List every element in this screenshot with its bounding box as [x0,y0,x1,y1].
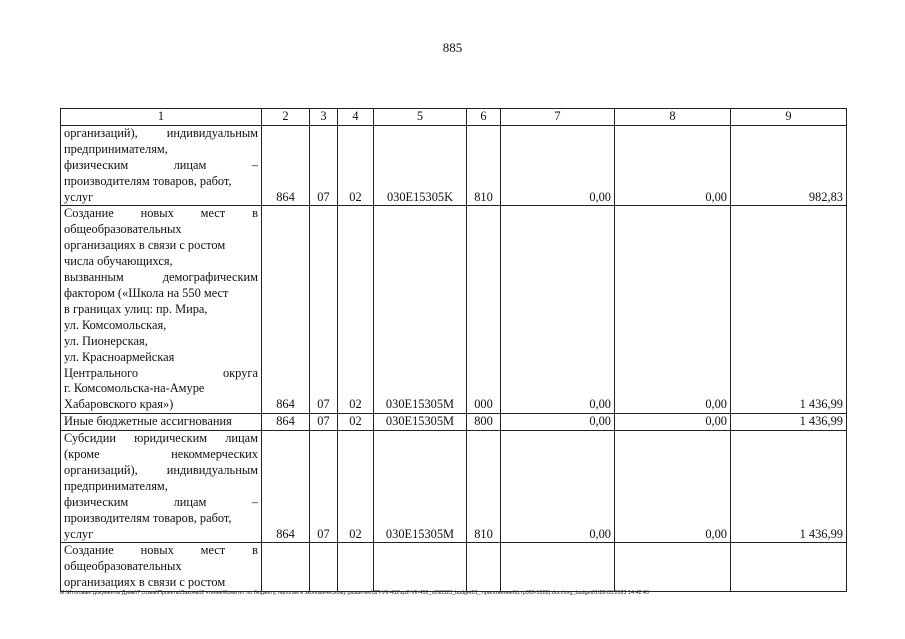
table-row [61,543,847,592]
description-line: услуг [64,526,94,541]
target-article-cell [374,543,467,592]
page-number: 885 [442,40,463,55]
word: Создание [64,543,114,558]
table-row [61,431,847,543]
word: лицам [173,157,207,172]
amount-cell: 1 436,99 [731,206,847,414]
admin-code-cell: 864 [262,125,310,206]
description-line: предпринимателям, [64,478,168,493]
header-cell: 3 [310,109,338,126]
description-line [64,463,258,479]
row-description [61,414,262,431]
row-description [61,431,262,543]
table-row [61,414,847,431]
budget-table [60,108,847,592]
description-line [64,158,258,174]
description-line [64,431,258,447]
amount-cell [615,543,731,592]
table-row [61,125,847,206]
description-line: общеобразовательных [64,559,182,574]
subsection-cell: 02 [338,431,374,543]
word: Субсидии [64,431,116,446]
description-line: общеобразовательных [64,222,182,237]
admin-code-cell: 864 [262,431,310,543]
expense-type-cell: 800 [467,414,501,431]
description-line [64,126,258,142]
amount-cell: 982,83 [731,125,847,206]
subsection-cell: 02 [338,125,374,206]
amount-cell: 0,00 [615,414,731,431]
word: округа [222,365,258,380]
amount-cell [731,543,847,592]
header-cell: 1 [61,109,262,126]
target-article-cell: 030E15305K [374,125,467,206]
subsection-cell [338,543,374,592]
subsection-cell: 02 [338,414,374,431]
word: – [251,157,258,172]
section-cell: 07 [310,206,338,414]
amount-cell: 0,00 [615,125,731,206]
target-article-cell: 030E15305M [374,206,467,414]
header-cell: 2 [262,109,310,126]
word: новых [140,543,174,558]
description-line [64,270,258,286]
description-line: г. Комсомольска-на-Амуре [64,381,205,396]
expense-type-cell: 810 [467,431,501,543]
word: индивидуальным [166,125,258,140]
target-article-cell: 030E15305M [374,414,467,431]
row-description [61,543,262,592]
word: – [251,494,258,509]
word: лицам [225,431,258,446]
header-cell: 4 [338,109,374,126]
description-line: ул. Комсомольская, [64,317,167,332]
amount-cell: 1 436,99 [731,414,847,431]
description-line: предпринимателям, [64,141,168,156]
target-article-cell: 030E15305M [374,431,467,543]
description-line: организациях в связи с ростом [64,238,226,253]
word: индивидуальным [166,462,258,477]
admin-code-cell: 864 [262,414,310,431]
description-line: производителям товаров, работ, [64,173,232,188]
description-line: ул. Пионерская, [64,333,148,348]
footer-file-path: M:\Итоговые документы Думы\7 созыв\Проекты\Законы\2 чтение\Комитет по бюджету, налогам и экономическому развитию\ЗП-VII-452\zp2-VII-452_v290323_budget01_ приложение6(стр395-1028).docx\org_budget01\28.03.2023 14:42:43 [60,590,649,596]
word: в [252,543,258,558]
description-line: числа обучающихся, [64,254,173,269]
word: организаций), [64,125,138,140]
word: юридическим [134,431,208,446]
amount-cell: 1 436,99 [731,431,847,543]
description-line: организациях в связи с ростом [64,575,226,590]
admin-code-cell [262,543,310,592]
word: некоммерческих [171,447,258,462]
word: (кроме [64,447,100,462]
word: в [252,206,258,221]
description-line: услуг [64,189,94,204]
row-description [61,206,262,414]
expense-type-cell: 810 [467,125,501,206]
word: демографическим [162,270,258,285]
amount-cell: 0,00 [615,431,731,543]
amount-cell: 0,00 [501,125,615,206]
description-line: Хабаровского края») [64,397,174,412]
description-line: фактором («Школа на 550 мест [64,285,229,300]
section-cell: 07 [310,431,338,543]
amount-cell: 0,00 [615,206,731,414]
table-header-row [61,109,847,126]
header-cell: 8 [615,109,731,126]
description-line [64,543,258,559]
word: физическим [64,157,129,172]
table-row [61,206,847,414]
header-cell: 9 [731,109,847,126]
expense-type-cell [467,543,501,592]
subsection-cell: 02 [338,206,374,414]
amount-cell [501,543,615,592]
word: Создание [64,206,114,221]
word: мест [200,543,226,558]
header-cell: 5 [374,109,467,126]
word: мест [200,206,226,221]
section-cell: 07 [310,414,338,431]
description-line [64,495,258,511]
description-line: Иные бюджетные ассигнования [64,414,232,429]
amount-cell: 0,00 [501,431,615,543]
amount-cell: 0,00 [501,414,615,431]
description-line [64,447,258,463]
word: лицам [173,494,207,509]
description-line [64,366,258,382]
description-line [64,206,258,222]
header-cell: 7 [501,109,615,126]
amount-cell: 0,00 [501,206,615,414]
section-cell: 07 [310,125,338,206]
word: организаций), [64,462,138,477]
expense-type-cell: 000 [467,206,501,414]
description-line: производителям товаров, работ, [64,510,232,525]
header-cell: 6 [467,109,501,126]
word: физическим [64,494,129,509]
row-description [61,125,262,206]
description-line: в границах улиц: пр. Мира, [64,301,208,316]
word: вызванным [64,270,124,285]
admin-code-cell: 864 [262,206,310,414]
word: Центрального [64,365,139,380]
description-line: ул. Красноармейская [64,349,175,364]
section-cell [310,543,338,592]
word: новых [140,206,174,221]
